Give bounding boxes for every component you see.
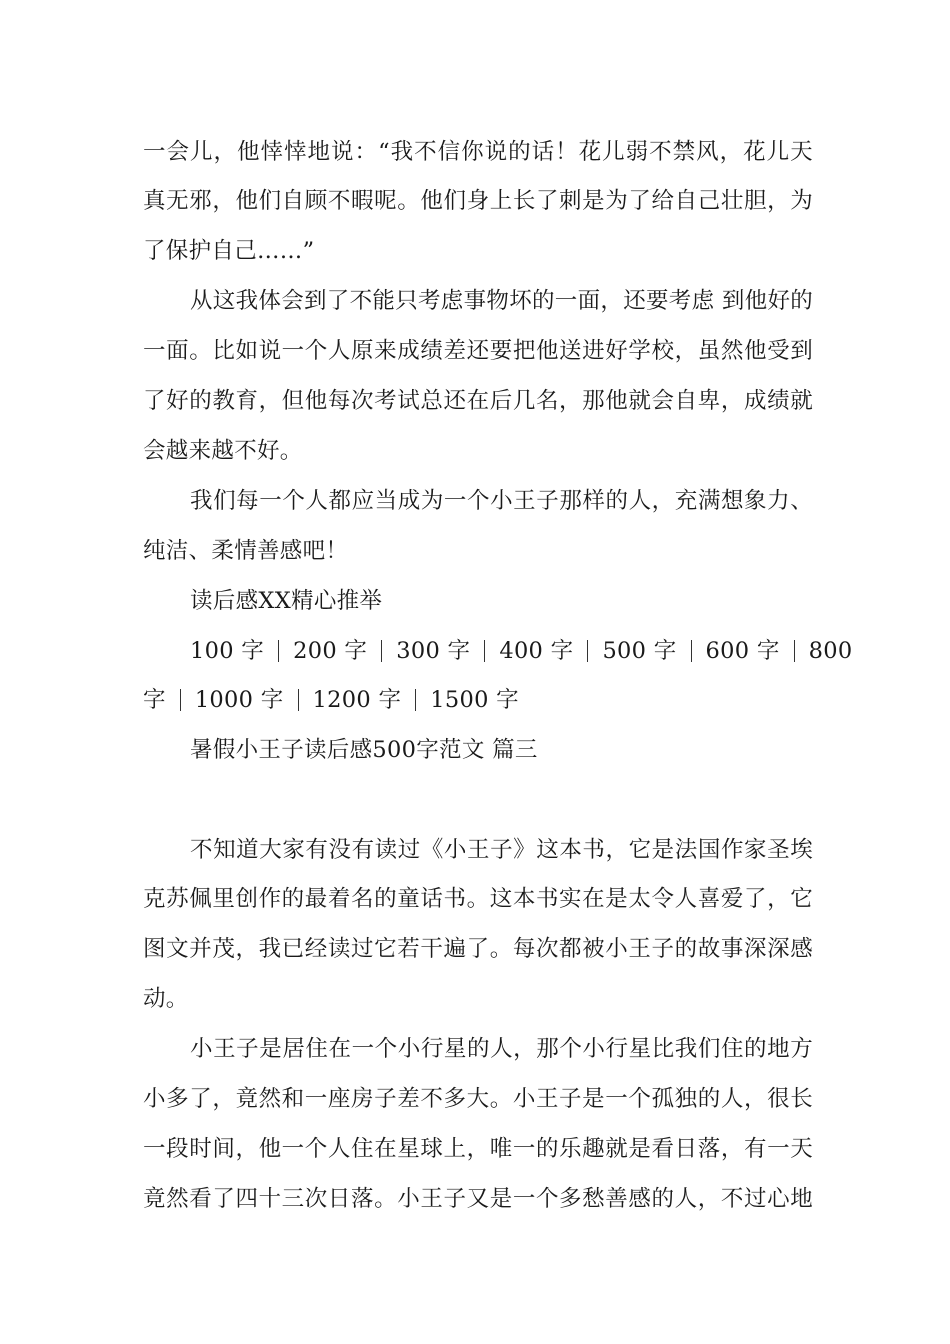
separator	[691, 640, 692, 662]
paragraph-line: 会越来越不好。	[143, 438, 303, 464]
word-count-links-row	[143, 685, 813, 715]
paragraph-line: 了好的教育，但他每次考试总还在后几名，那他就会自卑，成绩就	[143, 388, 813, 414]
paragraph-line: 克苏佩里创作的最着名的童话书。这本书实在是太令人喜爱了，它	[143, 886, 813, 912]
separator	[381, 640, 382, 662]
word-count-link[interactable]: 1000 字	[194, 687, 284, 713]
paragraph-line: 一段时间，他一个人住在星球上，唯一的乐趣就是看日落，有一天	[143, 1136, 813, 1162]
paragraph-line: 一面。比如说一个人原来成绩差还要把他送进好学校，虽然他受到	[143, 338, 813, 364]
separator	[180, 689, 181, 711]
paragraph-line: 不知道大家有没有读过《小王子》这本书，它是法国作家圣埃	[190, 837, 813, 863]
paragraph-line: 小王子是居住在一个小行星的人，那个小行星比我们住的地方	[190, 1036, 813, 1062]
section-title: 暑假小王子读后感500字范文 篇三	[190, 737, 538, 763]
paragraph-line: 小多了，竟然和一座房子差不多大。小王子是一个孤独的人，很长	[143, 1086, 813, 1112]
separator	[415, 689, 416, 711]
paragraph-line: 了保护自己……”	[143, 238, 315, 264]
paragraph-line: 我们每一个人都应当成为一个小王子那样的人，充满想象力、	[190, 488, 813, 514]
separator	[794, 640, 795, 662]
word-count-link[interactable]: 100 字	[190, 638, 265, 664]
paragraph-line: 图文并茂，我已经读过它若干遍了。每次都被小王子的故事深深感	[143, 936, 813, 962]
word-count-link[interactable]: 1200 字	[312, 687, 402, 713]
separator	[278, 640, 279, 662]
paragraph-line: 动。	[143, 986, 189, 1012]
separator	[298, 689, 299, 711]
paragraph-line: 一会儿，他悻悻地说：“我不信你说的话！花儿弱不禁风，花儿天	[143, 139, 813, 165]
paragraph-line: 竟然看了四十三次日落。小王子又是一个多愁善感的人，不过心地	[143, 1186, 813, 1212]
word-count-link[interactable]: 500 字	[602, 638, 677, 664]
recommend-title: 读后感XX精心推举	[190, 588, 383, 614]
paragraph-line: 从这我体会到了不能只考虑事物坏的一面，还要考虑 到他好的	[190, 288, 814, 314]
paragraph-line: 真无邪，他们自顾不暇呢。他们身上长了刺是为了给自己壮胆，为	[143, 188, 813, 214]
separator	[587, 640, 588, 662]
word-count-links-row	[190, 636, 853, 666]
separator	[484, 640, 485, 662]
word-count-link[interactable]: 400 字	[499, 638, 574, 664]
word-count-link-suffix[interactable]: 字	[143, 687, 166, 713]
word-count-link[interactable]: 600 字	[705, 638, 780, 664]
word-count-link[interactable]: 1500 字	[430, 687, 519, 713]
word-count-link[interactable]: 800	[808, 638, 853, 664]
word-count-link[interactable]: 200 字	[293, 638, 368, 664]
word-count-link[interactable]: 300 字	[396, 638, 471, 664]
paragraph-line: 纯洁、柔情善感吧！	[143, 538, 349, 564]
